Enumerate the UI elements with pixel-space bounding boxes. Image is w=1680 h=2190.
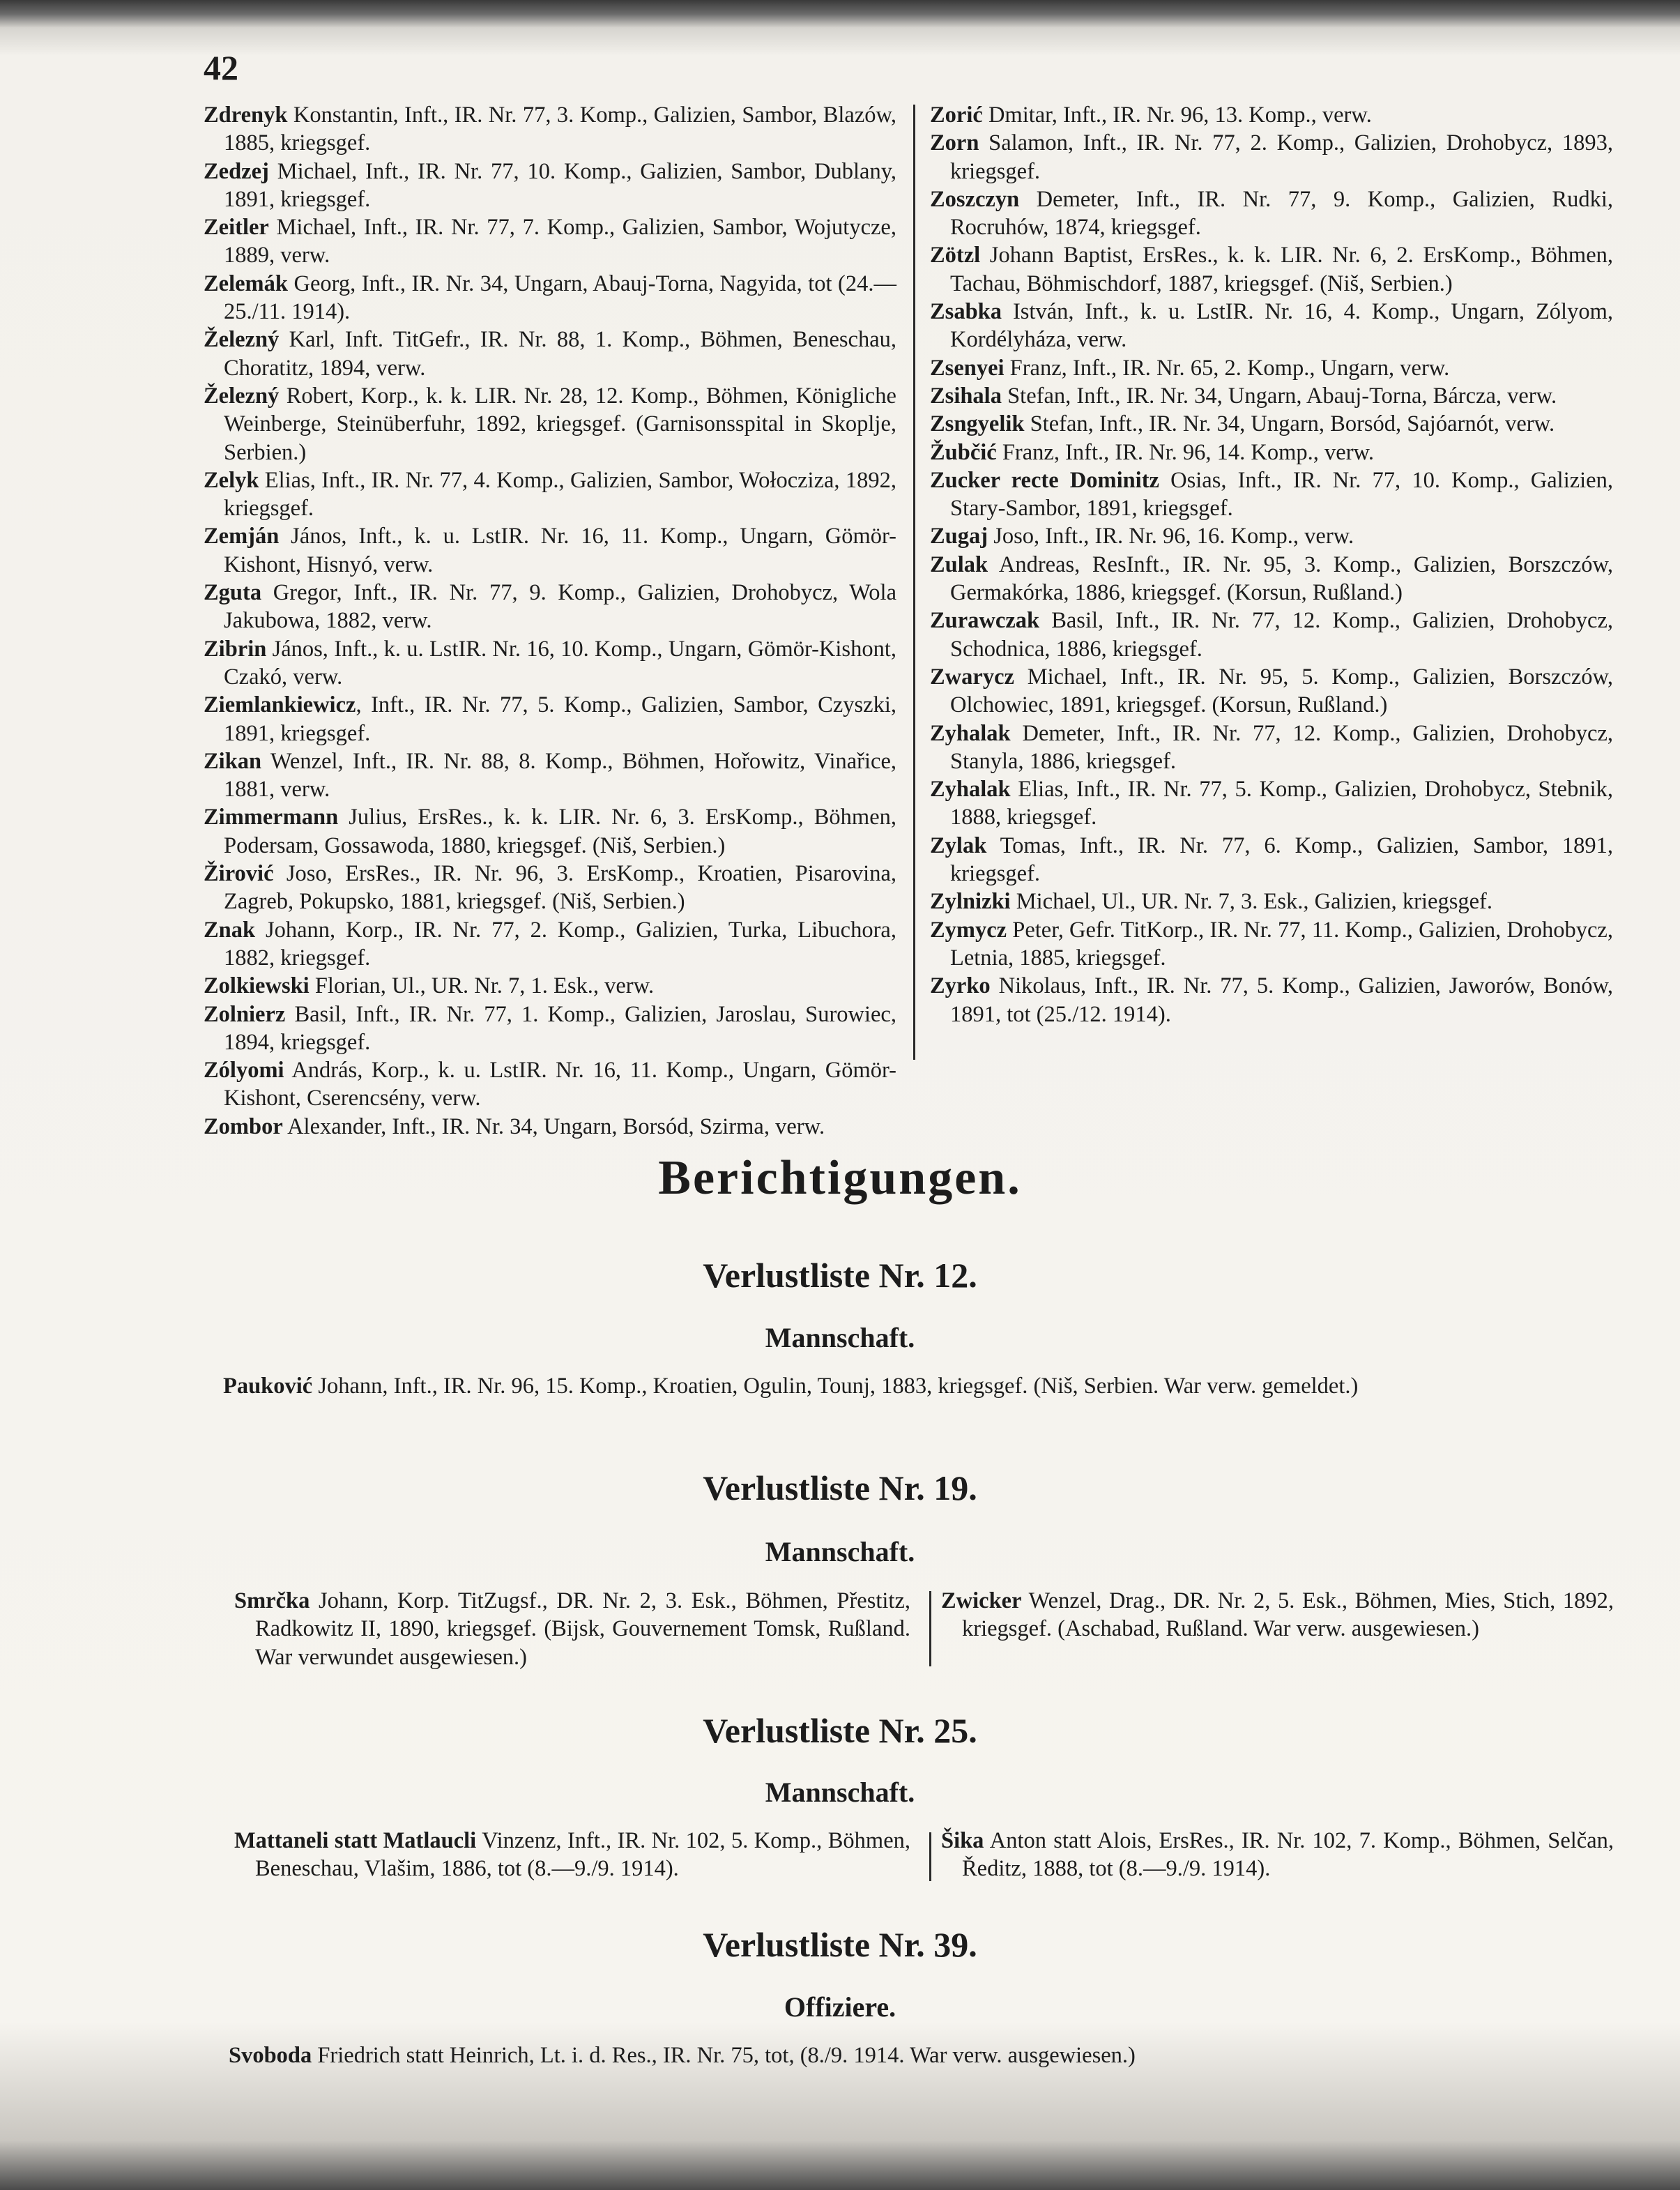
list-entry: Zulak Andreas, ResInft., IR. Nr. 95, 3. Komp., Galizien, Borszczów, Germakórka, 1886, kriegsgef. (Korsun, Rußland.) [930,552,1613,606]
list-entry: Zyhalak Demeter, Inft., IR. Nr. 77, 12. Komp., Galizien, Drohobycz, Stanyla, 1886, kriegsgef. [930,720,1613,774]
list-entry: Zsngyelik Stefan, Inft., IR. Nr. 34, Ungarn, Borsód, Sajóarnót, verw. [930,411,1555,437]
list-entry: Zucker recte Dominitz Osias, Inft., IR. Nr. 77, 10. Komp., Galizien, Stary-Sambor, 1891, kriegsgef. [930,467,1613,522]
list-entry: Zymycz Peter, Gefr. TitKorp., IR. Nr. 77, 11. Komp., Galizien, Drohobycz, Letnia, 1885, kriegsgef. [930,917,1613,971]
list-entry: Zemján János, Inft., k. u. LstIR. Nr. 16, 11. Komp., Ungarn, Gömör-Kishont, Hisnyó, verw. [204,524,896,577]
section-heading: Verlustliste Nr. 39. [703,1925,977,1964]
list-entry: Zólyomi András, Korp., k. u. LstIR. Nr. 16, 11. Komp., Ungarn, Gömör-Kishont, Cserencsény, verw. [204,1058,896,1111]
list-entry: Zsihala Stefan, Inft., IR. Nr. 34, Ungarn, Abauj-Torna, Bárcza, verw. [930,383,1557,409]
list-entry: Svoboda Friedrich statt Heinrich, Lt. i. d. Res., IR. Nr. 75, tot, (8./9. 1914. War verw. ausgewiesen.) [229,2043,1136,2068]
section-subheading: Mannschaft. [765,1322,915,1353]
list-entry: Zurawczak Basil, Inft., IR. Nr. 77, 12. Komp., Galizien, Drohobycz, Schodnica, 1886, kriegsgef. [930,608,1613,662]
list-entry: Znak Johann, Korp., IR. Nr. 77, 2. Komp., Galizien, Turka, Libuchora, 1882, kriegsgef. [204,917,896,971]
corrections-title: Berichtigungen. [658,1151,1022,1205]
list-entry: Zylnizki Michael, Ul., UR. Nr. 7, 3. Esk., Galizien, kriegsgef. [930,889,1492,915]
list-entry: Zguta Gregor, Inft., IR. Nr. 77, 9. Komp., Galizien, Drohobycz, Wola Jakubowa, 1882, verw. [204,580,896,634]
list-entry: Zsabka István, Inft., k. u. LstIR. Nr. 16, 4. Komp., Ungarn, Zólyom, Kordélyháza, verw. [930,299,1613,353]
correction-block [223,1372,1610,1400]
list-entry: Železný Robert, Korp., k. k. LIR. Nr. 28, 12. Komp., Böhmen, Königliche Weinberge, Steinüberfuhr, 1892, kriegsgef. (Garnisonsspital in Skoplje, Serbien.) [204,383,896,465]
list-entry: Zolkiewski Florian, Ul., UR. Nr. 7, 1. Esk., verw. [204,973,655,999]
correction-block-left [234,1587,910,1671]
list-entry: Zelemák Georg, Inft., IR. Nr. 34, Ungarn, Abauj-Torna, Nagyida, tot (24.—25./11. 1914). [204,271,896,325]
right-column [930,101,1613,1028]
column-divider [929,1832,931,1881]
correction-block-right [941,1827,1614,1883]
page-number: 42 [204,48,238,87]
list-entry: Zimmermann Julius, ErsRes., k. k. LIR. Nr. 6, 3. ErsKomp., Böhmen, Podersam, Gossawoda, 1880, kriegsgef. (Niš, Serbien.) [204,805,896,858]
correction-block [229,2041,1616,2069]
section-subheading: Offiziere. [784,1991,896,2023]
list-entry: Zdrenyk Konstantin, Inft., IR. Nr. 77, 3. Komp., Galizien, Sambor, Blazów, 1885, kriegsgef. [204,102,896,156]
list-entry: Zorić Dmitar, Inft., IR. Nr. 96, 13. Komp., verw. [930,102,1372,128]
list-entry: Mattaneli statt Matlaucli Vinzenz, Inft., IR. Nr. 102, 5. Komp., Böhmen, Beneschau, Vlašim, 1886, tot (8.—9./9. 1914). [234,1828,910,1882]
list-entry: Zugaj Joso, Inft., IR. Nr. 96, 16. Komp., verw. [930,524,1354,549]
section-subheading: Mannschaft. [765,1777,915,1808]
list-entry: Zoszczyn Demeter, Inft., IR. Nr. 77, 9. Komp., Galizien, Rudki, Rocruhów, 1874, kriegsgef. [930,186,1613,241]
correction-block-left [234,1827,910,1883]
list-entry: Zolnierz Basil, Inft., IR. Nr. 77, 1. Komp., Galizien, Jaroslau, Surowiec, 1894, kriegsgef. [204,1001,896,1055]
list-entry: Železný Karl, Inft. TitGefr., IR. Nr. 88, 1. Komp., Böhmen, Beneschau, Choratitz, 1894, verw. [204,327,896,381]
list-entry: Zwarycz Michael, Inft., IR. Nr. 95, 5. Komp., Galizien, Borszczów, Olchowiec, 1891, kriegsgef. (Korsun, Rußland.) [930,664,1613,718]
column-divider [913,105,915,1060]
list-entry: Pauković Johann, Inft., IR. Nr. 96, 15. Komp., Kroatien, Ogulin, Tounj, 1883, kriegsgef. (Niš, Serbien. War verw. gemeldet.) [223,1374,1359,1399]
list-entry: Zorn Salamon, Inft., IR. Nr. 77, 2. Komp., Galizien, Drohobycz, 1893, kriegsgef. [930,130,1613,184]
list-entry: Zelyk Elias, Inft., IR. Nr. 77, 4. Komp., Galizien, Sambor, Wołocziza, 1892, kriegsgef. [204,467,896,522]
section-heading: Verlustliste Nr. 19. [703,1468,977,1507]
correction-block-right [941,1587,1614,1643]
list-entry: Zyhalak Elias, Inft., IR. Nr. 77, 5. Komp., Galizien, Drohobycz, Stebnik, 1888, kriegsgef. [930,777,1613,830]
section-subheading: Mannschaft. [765,1536,915,1567]
list-entry: Zsenyei Franz, Inft., IR. Nr. 65, 2. Komp., Ungarn, verw. [930,355,1450,381]
list-entry: Zibrin János, Inft., k. u. LstIR. Nr. 16, 10. Komp., Ungarn, Gömör-Kishont, Czakó, verw. [204,636,896,690]
list-entry: Smrčka Johann, Korp. TitZugsf., DR. Nr. 2, 3. Esk., Böhmen, Přestitz, Radkowitz II, 1890, kriegsgef. (Bijsk, Gouvernement Tomsk, Rußland. War verwundet ausgewiesen.) [234,1588,910,1670]
list-entry: Žirović Joso, ErsRes., IR. Nr. 96, 3. ErsKomp., Kroatien, Pisarovina, Zagreb, Pokupsko, 1881, kriegsgef. (Niš, Serbien.) [204,861,896,915]
list-entry: Šika Anton statt Alois, ErsRes., IR. Nr. 102, 7. Komp., Böhmen, Selčan, Ředitz, 1888, tot (8.—9./9. 1914). [941,1828,1614,1882]
list-entry: Zombor Alexander, Inft., IR. Nr. 34, Ungarn, Borsód, Szirma, verw. [204,1113,825,1139]
list-entry: Zeitler Michael, Inft., IR. Nr. 77, 7. Komp., Galizien, Sambor, Wojutycze, 1889, verw. [204,215,896,268]
list-entry: Ziemlankiewicz, Inft., IR. Nr. 77, 5. Komp., Galizien, Sambor, Czyszki, 1891, kriegsgef. [204,692,896,746]
left-column [204,101,896,1141]
list-entry: Zikan Wenzel, Inft., IR. Nr. 88, 8. Komp., Böhmen, Hořowitz, Vinařice, 1881, verw. [204,748,896,803]
list-entry: Zylak Tomas, Inft., IR. Nr. 77, 6. Komp., Galizien, Sambor, 1891, kriegsgef. [930,832,1613,887]
list-entry: Zötzl Johann Baptist, ErsRes., k. k. LIR. Nr. 6, 2. ErsKomp., Böhmen, Tachau, Böhmischdorf, 1887, kriegsgef. (Niš, Serbien.) [930,243,1613,296]
column-divider [929,1591,931,1666]
section-heading: Verlustliste Nr. 12. [703,1256,977,1295]
list-entry: Zedzej Michael, Inft., IR. Nr. 77, 10. Komp., Galizien, Sambor, Dublany, 1891, kriegsgef. [204,158,896,212]
list-entry: Zwicker Wenzel, Drag., DR. Nr. 2, 5. Esk., Böhmen, Mies, Stich, 1892, kriegsgef. (Aschabad, Rußland. War verw. ausgewiesen.) [941,1588,1614,1642]
section-heading: Verlustliste Nr. 25. [703,1711,977,1750]
list-entry: Žubčić Franz, Inft., IR. Nr. 96, 14. Komp., verw. [930,439,1374,465]
list-entry: Zyrko Nikolaus, Inft., IR. Nr. 77, 5. Komp., Galizien, Jaworów, Bonów, 1891, tot (25./12. 1914). [930,973,1613,1027]
